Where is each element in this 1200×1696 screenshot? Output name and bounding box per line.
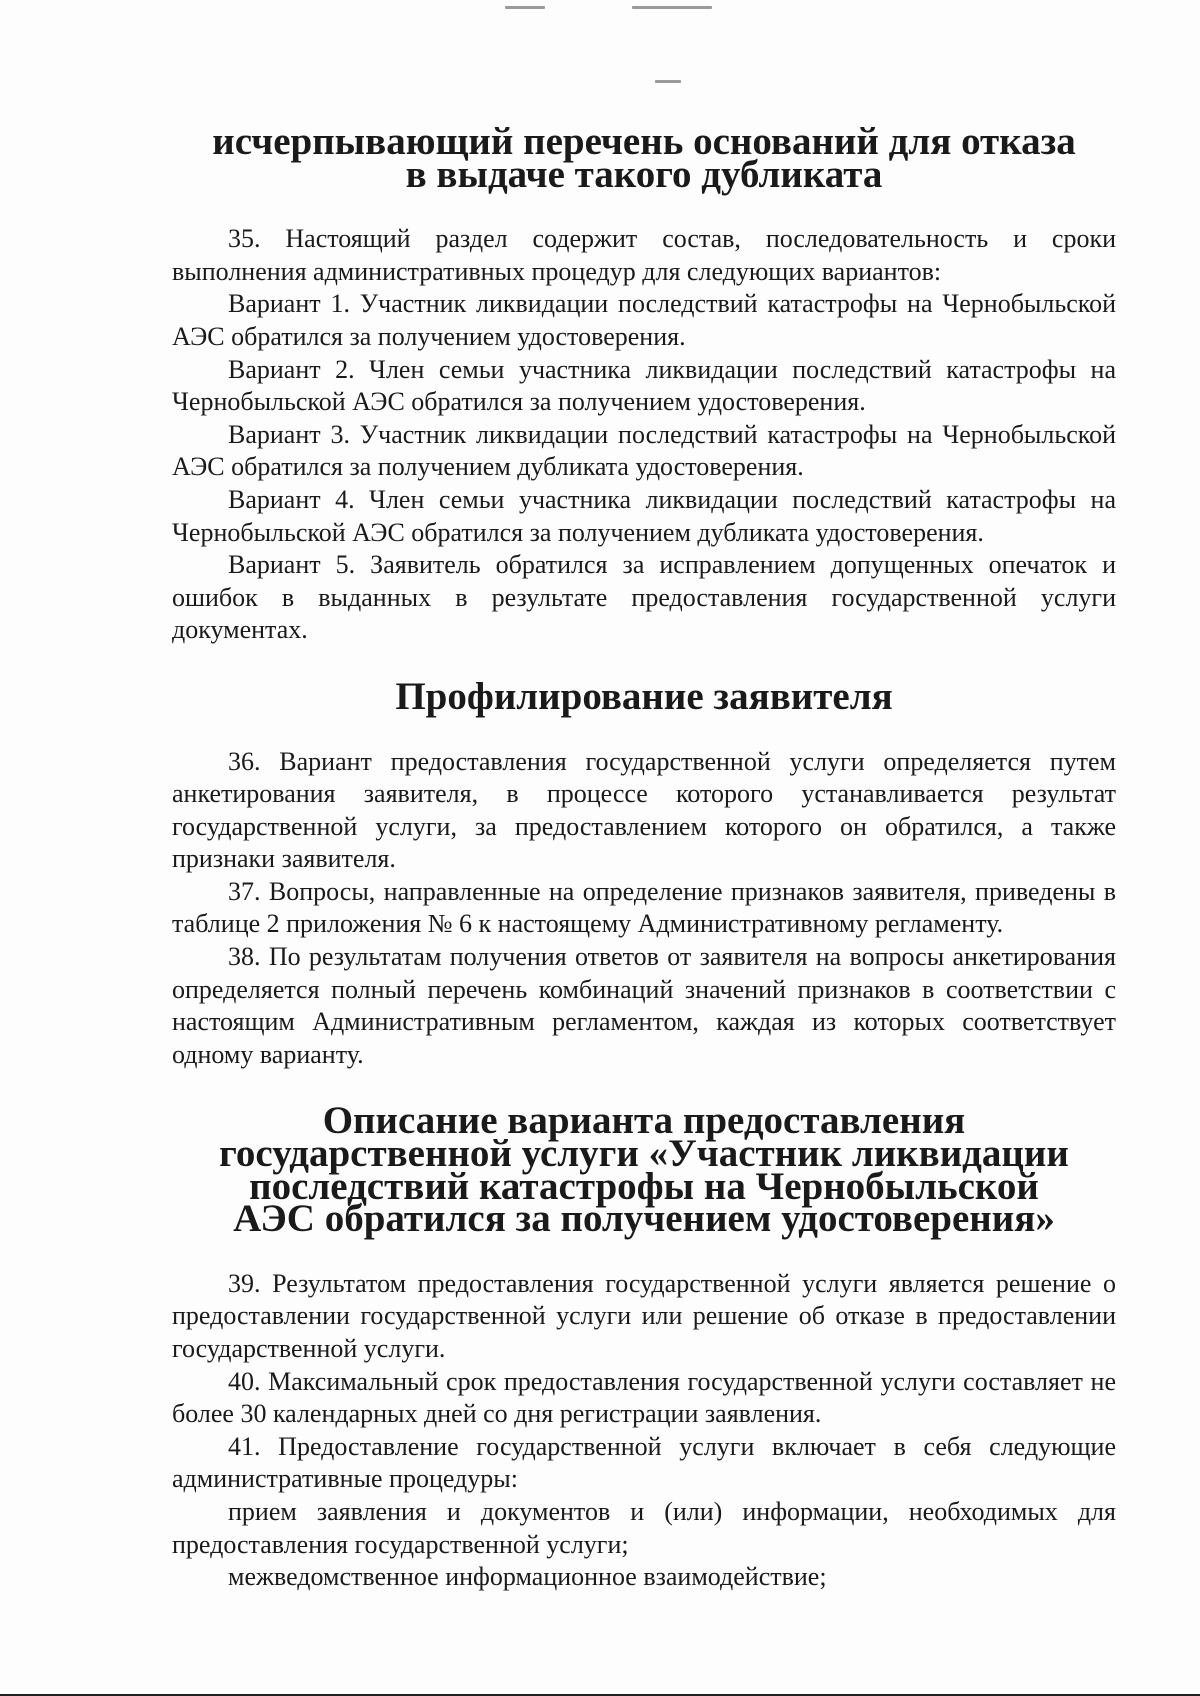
paragraph: 35. Настоящий раздел содержит состав, последовательность и сроки выполнения административных процедур для следующих вариантов: [172,224,1116,286]
section-heading: Профилирование заявителя [395,674,893,718]
document-body [172,120,1116,1594]
paragraph: 36. Вариант предоставления государственной услуги определяется путем анкетирования заявителя, в процессе которого устанавливается результат государственной услуги, за предоставлением которого он обратился, а также признаки заявителя. [172,746,1116,874]
paragraph: Вариант 2. Член семьи участника ликвидации последствий катастрофы на Чернобыльской АЭС обратился за получением удостоверения. [172,354,1116,417]
scan-artifact [655,80,681,83]
paragraph: 37. Вопросы, направленные на определение признаков заявителя, приведены в таблице 2 приложения № 6 к настоящему Административному регламенту. [172,876,1116,939]
section-heading: Описание варианта предоставления государственной услуги «Участник ликвидации последствий катастрофы на Чернобыльской АЭС обратился за получением удостоверения» [219,1099,1069,1241]
paragraph: межведомственное информационное взаимодействие; [228,1562,827,1592]
paragraph: 41. Предоставление государственной услуги включает в себя следующие административные процедуры: [172,1431,1116,1494]
scan-artifact [505,6,545,9]
scan-artifact [632,6,712,9]
section-heading: исчерпывающий перечень оснований для отказа в выдаче такого дубликата [212,120,1076,196]
paragraph: Вариант 1. Участник ликвидации последствий катастрофы на Чернобыльской АЭС обратился за получением удостоверения. [172,289,1116,351]
paragraph: 38. По результатам получения ответов от заявителя на вопросы анкетирования определяется полный перечень комбинаций значений признаков в соответствии с настоящим Административным регламентом, каждая из которых соответствует одному варианту. [172,942,1116,1069]
paragraph: Вариант 5. Заявитель обратился за исправлением допущенных опечаток и ошибок в выданных в результате предоставления государственной услуги документах. [172,550,1116,645]
paragraph: 40. Максимальный срок предоставления государственной услуги составляет не более 30 календарных дней со дня регистрации заявления. [172,1366,1116,1429]
paragraph: Вариант 4. Член семьи участника ликвидации последствий катастрофы на Чернобыльской АЭС обратился за получением дубликата удостоверения. [172,484,1116,547]
paragraph: Вариант 3. Участник ликвидации последствий катастрофы на Чернобыльской АЭС обратился за получением дубликата удостоверения. [172,419,1116,482]
paragraph: 39. Результатом предоставления государственной услуги является решение о предоставлении государственной услуги или решение об отказе в предоставлении государственной услуги. [172,1268,1116,1363]
paragraph: прием заявления и документов и (или) информации, необходимых для предоставления государственной услуги; [172,1496,1116,1559]
